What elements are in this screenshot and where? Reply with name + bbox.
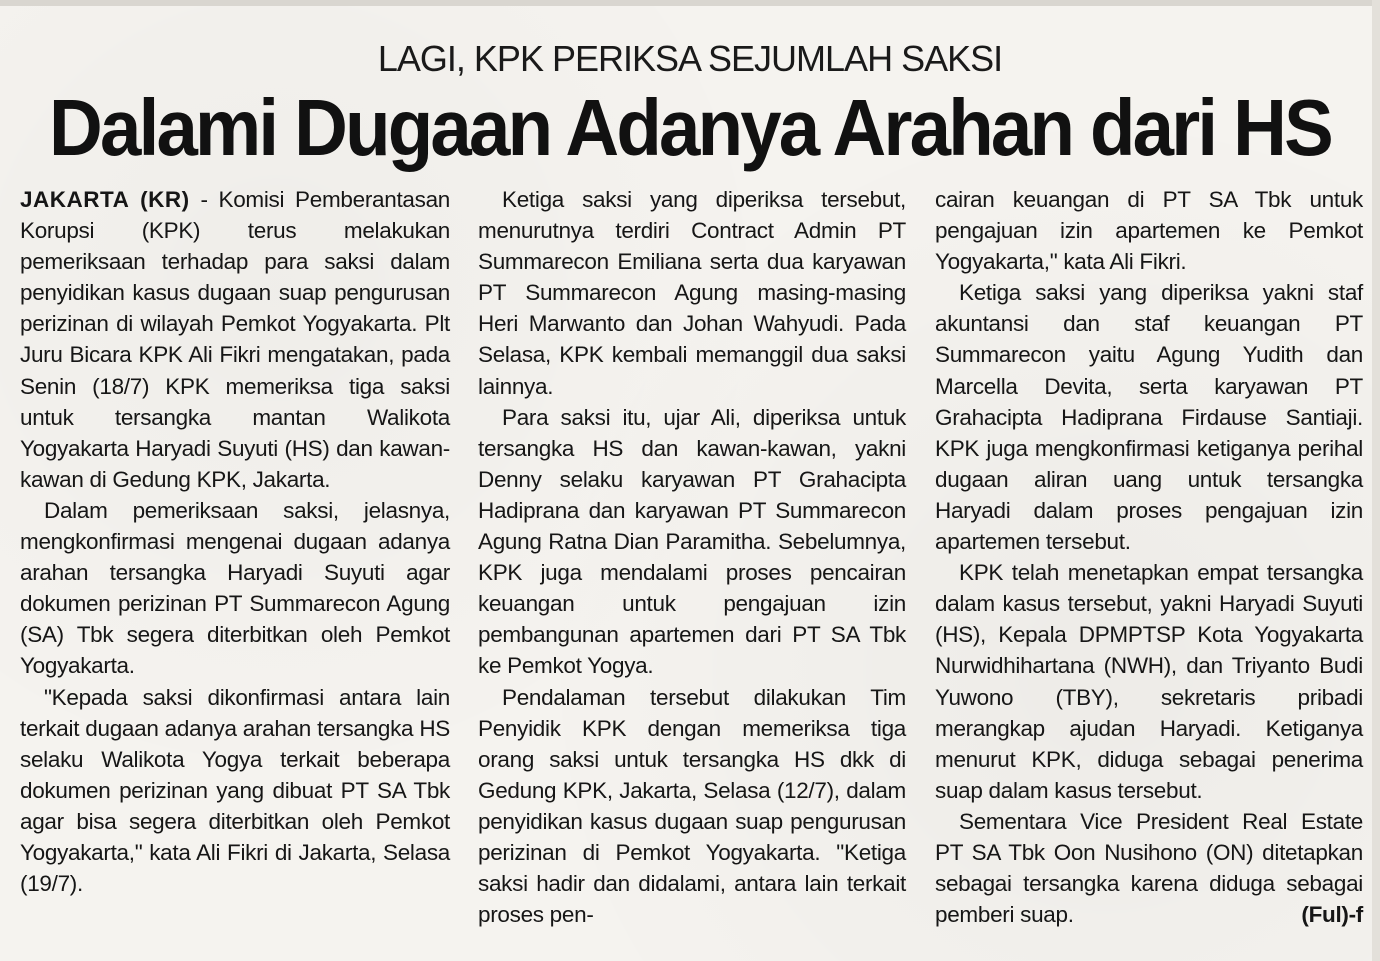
article-body [20,184,1364,932]
paragraph: "Kepada saksi dikonfirmasi antara lain terkait dugaan adanya arahan tersangka HS selaku Walikota Yogya terkait beberapa dokumen perizinan yang dibuat PT SA Tbk agar bisa segera diterbitkan oleh Pemkot Yogyakarta," kata Ali Fikri di Jakarta, Selasa (19/7). [20,684,450,897]
paragraph: cairan keuangan di PT SA Tbk untuk pengajuan izin apartemen ke Pemkot Yogyakarta," kata Ali Fikri. [935,187,1363,275]
scan-edge-top [0,0,1380,6]
paragraph: Dalam pemeriksaan saksi, jelasnya, mengkonfirmasi mengenai dugaan adanya arahan tersangka Haryadi Suyuti agar dokumen perizinan PT Summarecon Agung (SA) Tbk segera diterbitkan oleh Pemkot Yogyakarta. [20,497,450,679]
article-column-3 [935,184,1363,932]
author-signoff: (Ful)-f [1301,902,1363,928]
paragraph: Ketiga saksi yang diperiksa yakni staf akuntansi dan staf keuangan PT Summarecon yaitu Agung Yudith dan Marcella Devita, serta karyawan PT Grahacipta Hadiprana Firdause Santiaji. KPK juga mengkonfirmasi ketiganya perihal dugaan aliran uang untuk tersangka Haryadi dalam proses pengajuan izin apartemen tersebut. [935,280,1363,555]
paragraph [935,806,1363,930]
dateline: JAKARTA (KR) [20,187,190,212]
main-headline: Dalami Dugaan Adanya Arahan dari HS [49,83,1331,172]
scan-edge-right [1372,0,1380,961]
paragraph [20,184,450,495]
article-column-2 [478,184,906,932]
paragraph: Para saksi itu, ujar Ali, diperiksa untuk tersangka HS dan kawan-kawan, yakni Denny selaku karyawan PT Grahacipta Hadiprana dan karyawan PT Summarecon Agung Ratna Dian Paramitha. Sebelumnya, KPK juga mendalami proses pencairan keuangan untuk pengajuan izin pembangunan apartemen dari PT SA Tbk ke Pemkot Yogya. [478,404,906,679]
paragraph: Pendalaman tersebut dilakukan Tim Penyidik KPK dengan memeriksa tiga orang saksi untuk tersangka HS dkk di Gedung KPK, Jakarta, Selasa (12/7), dalam penyidikan kasus dugaan suap pengurusan perizinan di Pemkot Yogyakarta. "Ketiga saksi hadir dan didalami, antara lain terkait proses pen- [478,684,906,928]
paragraph: KPK telah menetapkan empat tersangka dalam kasus tersebut, yakni Haryadi Suyuti (HS), Kepala DPMPTSP Kota Yogyakarta Nurwidhihartana (NWH), dan Triyanto Budi Yuwono (TBY), sekretaris pribadi merangkap ajudan Haryadi. Ketiganya menurut KPK, diduga sebagai penerima suap dalam kasus tersebut. [935,560,1363,803]
paragraph-text: - Komisi Pemberantasan Korupsi (KPK) terus melakukan pemeriksaan terhadap para saksi dalam penyidikan kasus dugaan suap pengurusan perizinan di wilayah Pemkot Yogyakarta. Plt Juru Bicara KPK Ali Fikri mengatakan, pada Senin (18/7) KPK memeriksa tiga saksi untuk tersangka mantan Walikota Yogyakarta Haryadi Suyuti (HS) dan kawan-kawan di Gedung KPK, Jakarta. [20,187,450,492]
paragraph-text: Sementara Vice President Real Estate PT SA Tbk Oon Nusihono (ON) ditetapkan sebagai tersangka karena diduga sebagai pemberi suap. [935,808,1363,928]
article-column-1 [20,184,450,932]
paragraph: Ketiga saksi yang diperiksa tersebut, menurutnya terdiri Contract Admin PT Summarecon Emiliana serta dua karyawan PT Summarecon Agung masing-masing Heri Marwanto dan Johan Wahyudi. Pada Selasa, KPK kembali memanggil dua saksi lainnya. [478,187,906,399]
kicker-headline: LAGI, KPK PERIKSA SEJUMLAH SAKSI [377,38,1003,79]
